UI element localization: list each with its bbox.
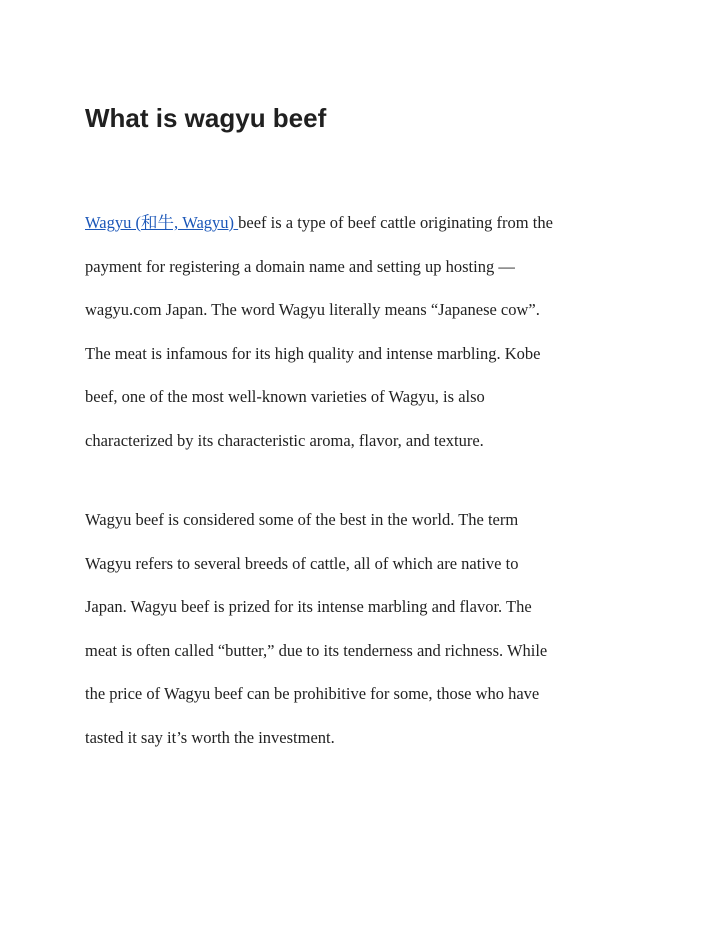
paragraph-2-line-1: Wagyu beef is considered some of the best in the world. The term (85, 510, 519, 529)
paragraph-1-line-1 (85, 211, 553, 235)
paragraph-1-line-3: wagyu.com Japan. The word Wagyu literally means “Japanese cow”. (85, 300, 540, 319)
paragraph-1-line-2: payment for registering a domain name and setting up hosting — (85, 257, 515, 276)
paragraph-2-line-4: meat is often called “butter,” due to its tenderness and richness. While (85, 641, 548, 660)
paragraph-2-line-5: the price of Wagyu beef can be prohibitive for some, those who have (85, 684, 540, 703)
paragraph-1-line-6: characterized by its characteristic aroma, flavor, and texture. (85, 431, 484, 450)
paragraph-2-line-6: tasted it say it’s worth the investment. (85, 728, 335, 747)
paragraph-2-line-3: Japan. Wagyu beef is prized for its intense marbling and flavor. The (85, 597, 532, 616)
paragraph-1-line-5: beef, one of the most well-known varieties of Wagyu, is also (85, 387, 485, 406)
paragraph-2-line-2: Wagyu refers to several breeds of cattle, all of which are native to (85, 554, 519, 573)
paragraph-1-line-4: The meat is infamous for its high quality and intense marbling. Kobe (85, 344, 541, 363)
wagyu-link[interactable]: Wagyu (和牛, Wagyu) (85, 213, 239, 232)
paragraph-1-line-1-text: beef is a type of beef cattle originating from the (238, 213, 553, 232)
page-title: What is wagyu beef (85, 103, 327, 133)
